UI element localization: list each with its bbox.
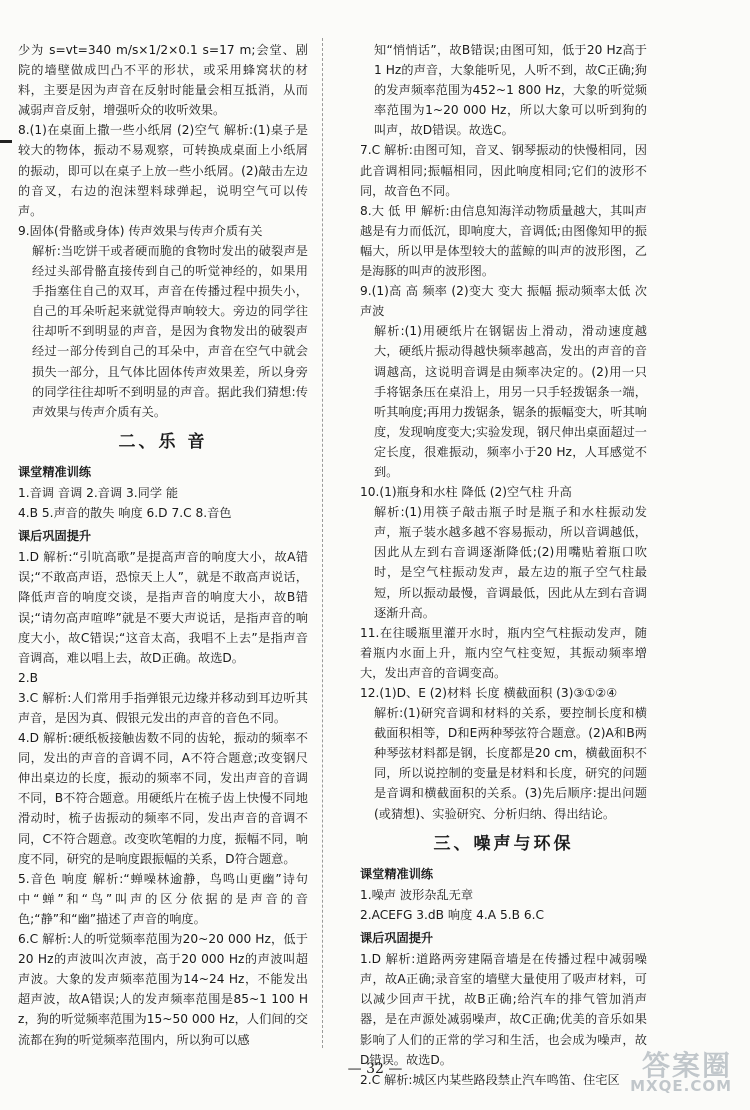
answer-paragraph: 10.(1)瓶身和水柱 降低 (2)空气柱 升高 — [360, 485, 572, 500]
answer-paragraph: 6.C 解析:人的听觉频率范围为20~20 000 Hz，低于20 Hz的声波叫次声波，高于20 000 Hz的声波叫超声波。大象的发声频率范围为14~24 Hz，不能发出超声波，故A错误;人的发声频率范围是85~1 100 Hz，狗的听觉频率范围为15~50 000 Hz，人们间的交流都在狗的听觉频率范围内，所以狗可以感 — [18, 932, 308, 1047]
section-title: 三、噪声与环保 — [433, 833, 574, 854]
page-number: — 32 — — [347, 1061, 403, 1077]
subsection-heading: 课堂精准训练 — [18, 464, 92, 479]
margin-mark — [0, 140, 12, 143]
answer-paragraph: 7.C 解析:由图可知，音叉、钢琴振动的快慢相同，因此音调相同;振幅相同，因此响度相同;它们的波形不同，故音色不同。 — [360, 143, 647, 198]
answer-paragraph: 1.D 解析:“引吭高歌”是提高声音的响度大小，故A错误;“不敢高声语，恐惊天上人”，就是不敢高声说话，降低声音的响度交谈，是指声音的响度大小，故B错误;“请勿高声喧哗”就是不要大声说话，是指声音的响度大小，故C错误;“这音太高，我唱不上去”是指声音音调高，难以唱上去，故D正确。故选D。 — [18, 550, 308, 665]
subsection-heading: 课后巩固提升 — [360, 931, 434, 946]
answer-paragraph: 8.(1)在桌面上撒一些小纸屑 (2)空气 解析:(1)桌子是较大的物体，振动不易观察，可转换成桌面上小纸屑的振动，即可以在桌子上放一些小纸屑。(2)敲击左边的音叉，右边的泡沫塑料球弹起，说明空气可以传声。 — [18, 123, 308, 218]
subsection-heading: 课堂精准训练 — [360, 866, 434, 881]
answer-paragraph: 知“悄悄话”，故B错误;由图可知，低于20 Hz高于1 Hz的声音，大象能听见，人听不到，故C正确;狗的发声频率范围为452~1 800 Hz，大象的听觉频率范围为1~20 000 Hz，所以大象可以听到狗的叫声，故D错误。故选C。 — [374, 43, 647, 138]
answer-paragraph: 解析:(1)用筷子敲击瓶子时是瓶子和水柱振动发声，瓶子装水越多越不容易振动，所以音调越低，因此从左到右音调逐渐降低;(2)用嘴贴着瓶口吹时，是空气柱振动发声，最左边的瓶子空气柱最短，所以振动最慢，音调最低，因此从左到右音调逐渐升高。 — [374, 505, 647, 620]
answer-paragraph: 4.B 5.声音的散失 响度 6.D 7.C 8.音色 — [18, 506, 232, 521]
right-column — [360, 40, 647, 1090]
left-column — [18, 40, 308, 1050]
section-title: 二、乐 音 — [118, 431, 208, 452]
watermark-url: MXQE.COM — [630, 1076, 732, 1095]
answer-paragraph: 2.B — [18, 670, 38, 685]
answer-paragraph: 9.固体(骨骼或身体) 传声效果与传声介质有关 — [18, 223, 263, 238]
answer-paragraph: 解析:(1)研究音调和材料的关系，要控制长度和横截面积相等，D和E两种琴弦符合题意。(2)A和B两种琴弦材料都是钢，长度都是20 cm，横截面积不同，所以说控制的变量是材料和长度，研究的问题是音调和横截面积的关系。(3)先后顺序:提出问题(或猜想)、实验研究、分析归纳、得出结论。 — [374, 706, 647, 821]
answer-paragraph: 2.ACEFG 3.dB 响度 4.A 5.B 6.C — [360, 907, 544, 922]
answer-paragraph: 9.(1)高 高 频率 (2)变大 变大 振幅 振动频率太低 次声波 — [360, 284, 647, 319]
column-divider — [322, 38, 323, 1048]
answer-paragraph: 8.大 低 甲 解析:由信息知海洋动物质量越大，其叫声越是有力而低沉，即响度大，音调低;由图像知甲的振幅大，所以甲是体型较大的蓝鲸的叫声的波形图，乙是海豚的叫声的波形图。 — [360, 203, 647, 279]
answer-paragraph: 4.D 解析:硬纸板接触齿数不同的齿轮，振动的频率不同，发出的声音的音调不同，A不符合题意;改变钢尺伸出桌边的长度，振动的频率不同，发出声音的音调不同，B不符合题意。用硬纸片在梳子齿上快慢不同地滑动时，梳子齿振动的频率不同，发出声音的音调不同，C不符合题意。改变吹笔帽的力度，振幅不同，响度不同，研究的是响度跟振幅的关系，D符合题意。 — [18, 731, 308, 866]
answer-paragraph: 2.C 解析:城区内某些路段禁止汽车鸣笛、住宅区 — [360, 1072, 620, 1087]
watermark — [630, 1048, 732, 1096]
answer-paragraph: 1.音调 音调 2.音调 3.同学 能 — [18, 485, 179, 500]
watermark-logo: 答案圈 — [641, 1048, 732, 1082]
answer-paragraph: 3.C 解析:人们常用手指弹银元边缘并移动到耳边听其声音，是因为真、假银元发出的声音的音色不同。 — [18, 690, 308, 725]
answer-paragraph: 11.在往暖瓶里灌开水时，瓶内空气柱振动发声，随着瓶内水面上升，瓶内空气柱变短，其振动频率增大，发出声音的音调变高。 — [360, 625, 647, 680]
answer-paragraph: 解析:当吃饼干或者硬而脆的食物时发出的破裂声是经过头部骨骼直接传到自己的听觉神经的，如果用手指塞住自己的双耳，声音在传播过程中损失小，自己的耳朵听起来就觉得声响较大。旁边的同学往往却听不到明显的声音，是因为食物发出的破裂声经过一部分传到自己的耳朵中，声音在空气中就会损失一部分，且气体比固体传声效果差，所以身旁的同学往往却听不到明显的声音。据此我们猜想:传声效果与传声介质有关。 — [32, 243, 308, 419]
answer-paragraph: 1.噪声 波形杂乱无章 — [360, 887, 474, 902]
answer-paragraph: 1.D 解析:道路两旁建隔音墙是在传播过程中减弱噪声，故A正确;录音室的墙壁大量使用了吸声材料，可以减少回声干扰，故B正确;给汽车的排气管加消声器，是在声源处减弱噪声，故C正确;优美的音乐如果影响了人们的正常的学习和生活，也会成为噪声，故D错误。故选D。 — [360, 952, 647, 1067]
subsection-heading: 课后巩固提升 — [18, 529, 92, 544]
answer-paragraph: 12.(1)D、E (2)材料 长度 横截面积 (3)③①②④ — [360, 686, 618, 700]
answer-paragraph: 解析:(1)用硬纸片在钢锯齿上滑动，滑动速度越大，硬纸片振动得越快频率越高，发出的声音的音调越高，这说明音调是由频率决定的。(2)用一只手将锯条压在桌沿上，用另一只手轻拨锯条一端，听其响度;再用力拨锯条，锯条的振幅变大，听其响度，发现响度变大;实验发现，钢尺伸出桌面超过一定长度，很难振动，频率小于20 Hz，人耳感觉不到。 — [374, 324, 647, 479]
answer-paragraph: 少为 s=vt=340 m/s×1/2×0.1 s=17 m;会堂、剧院的墙壁做成凹凸不平的形状，或采用蜂窝状的材料，主要是因为声音在反射时能量会相互抵消，从而减弱声音反射，增强听众的收听效果。 — [18, 43, 308, 118]
answer-paragraph: 5.音色 响度 解析:“蝉噪林逾静，鸟鸣山更幽”诗句中“蝉”和“鸟”叫声的区分依据的是声音的音色;“静”和“幽”描述了声音的响度。 — [18, 871, 308, 926]
